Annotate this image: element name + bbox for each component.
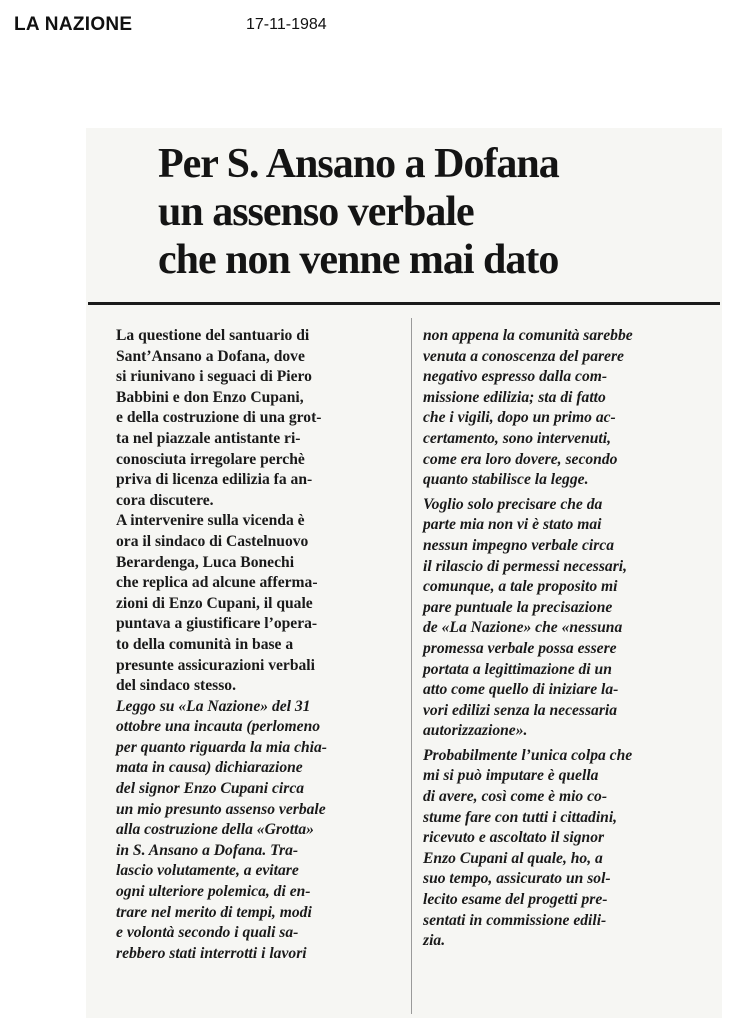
- text-line: alla costruzione della «Grotta»: [116, 821, 314, 839]
- article-left-column: [116, 326, 404, 964]
- text-line: to della comunità in base a: [116, 635, 294, 653]
- text-line: portata a legittimazione di un: [423, 660, 612, 678]
- text-line: atto come quello di iniziare la-: [423, 681, 619, 699]
- text-line: suo tempo, assicurato un sol-: [423, 870, 611, 888]
- text-line: ogni ulteriore polemica, di en-: [116, 883, 311, 901]
- text-line: zia.: [423, 932, 446, 950]
- text-line: de «La Nazione» che «nessuna: [423, 619, 623, 637]
- text-line: che replica ad alcune afferma-: [116, 574, 318, 592]
- headline-divider: [88, 302, 720, 305]
- text-line: mi si può imputare è quella: [423, 767, 599, 785]
- text-line: lecito esame del progetti pre-: [423, 891, 608, 909]
- text-line: stume fare con tutti i cittadini,: [423, 808, 618, 826]
- article-right-column: [423, 326, 721, 952]
- text-line: Leggo su «La Nazione» del 31: [116, 697, 311, 715]
- text-line: parte mia non vi è stato mai: [423, 516, 602, 534]
- text-line: in S. Ansano a Dofana. Tra-: [116, 841, 299, 859]
- text-line: venuta a conoscenza del parere: [423, 347, 624, 365]
- text-line: rebbero stati interrotti i lavori: [116, 944, 307, 962]
- text-line: negativo espresso dalla com-: [423, 368, 608, 386]
- headline-line: Per S. Ansano a Dofana: [158, 141, 559, 187]
- text-line: lascio volutamente, a evitare: [116, 862, 299, 880]
- text-line: conosciuta irregolare perchè: [116, 450, 305, 468]
- publication-date: 17-11-1984: [246, 16, 327, 33]
- text-line: e volontà secondo i quali sa-: [116, 924, 299, 942]
- article-headline: [158, 140, 718, 284]
- newspaper-name: LA NAZIONE: [14, 14, 133, 35]
- headline-line: un assenso verbale: [158, 189, 474, 235]
- text-line: mata in causa) dichiarazione: [116, 759, 303, 777]
- text-line: presunte assicurazioni verbali: [116, 656, 315, 674]
- text-line: comunque, a tale proposito mi: [423, 578, 618, 596]
- text-line: ottobre una incauta (perlomeno: [116, 718, 321, 736]
- text-line: missione edilizia; sta di fatto: [423, 388, 606, 406]
- text-line: un mio presunto assenso verbale: [116, 800, 326, 818]
- text-line: sentati in commissione edili-: [423, 911, 607, 929]
- text-line: cora discutere.: [116, 491, 214, 509]
- text-line: priva di licenza edilizia fa an-: [116, 471, 313, 489]
- text-line: ta nel piazzale antistante ri-: [116, 429, 301, 447]
- text-line: quanto stabilisce la legge.: [423, 471, 589, 489]
- text-line: di avere, così come è mio co-: [423, 788, 608, 806]
- text-line: pare puntuale la precisazione: [423, 598, 613, 616]
- text-line: Probabilmente l’unica colpa che: [423, 746, 633, 764]
- text-line: puntava a giustificare l’opera-: [116, 615, 318, 633]
- text-line: A intervenire sulla vicenda è: [116, 512, 305, 530]
- text-line: ora il sindaco di Castelnuovo: [116, 532, 309, 550]
- text-line: Babbini e don Enzo Cupani,: [116, 388, 304, 406]
- text-line: il rilascio di permessi necessari,: [423, 557, 628, 575]
- text-line: non appena la comunità sarebbe: [423, 327, 633, 344]
- text-line: zioni di Enzo Cupani, il quale: [116, 594, 313, 612]
- masthead: [14, 14, 327, 42]
- text-line: Sant’Ansano a Dofana, dove: [116, 347, 305, 365]
- text-line: promessa verbale possa essere: [423, 639, 617, 657]
- headline-line: che non venne mai dato: [158, 237, 559, 283]
- text-line: come era loro dovere, secondo: [423, 450, 618, 468]
- text-line: Enzo Cupani al quale, ho, a: [423, 849, 603, 867]
- text-line: ricevuto e ascoltato il signor: [423, 829, 605, 847]
- text-line: Berardenga, Luca Bonechi: [116, 553, 295, 571]
- text-line: per quanto riguarda la mia chia-: [116, 738, 327, 756]
- text-line: del signor Enzo Cupani circa: [116, 780, 305, 798]
- text-line: nessun impegno verbale circa: [423, 536, 615, 554]
- text-line: autorizzazione».: [423, 722, 528, 740]
- text-line: del sindaco stesso.: [116, 677, 236, 695]
- text-line: trare nel merito di tempi, modi: [116, 903, 312, 921]
- text-line: si riunivano i seguaci di Piero: [116, 368, 312, 386]
- text-line: vori edilizi senza la necessaria: [423, 701, 618, 719]
- text-line: La questione del santuario di: [116, 327, 310, 344]
- text-line: e della costruzione di una grot-: [116, 409, 322, 427]
- text-line: Voglio solo precisare che da: [423, 495, 603, 513]
- column-divider: [411, 318, 412, 1014]
- text-line: certamento, sono intervenuti,: [423, 429, 612, 447]
- text-line: che i vigili, dopo un primo ac-: [423, 409, 616, 427]
